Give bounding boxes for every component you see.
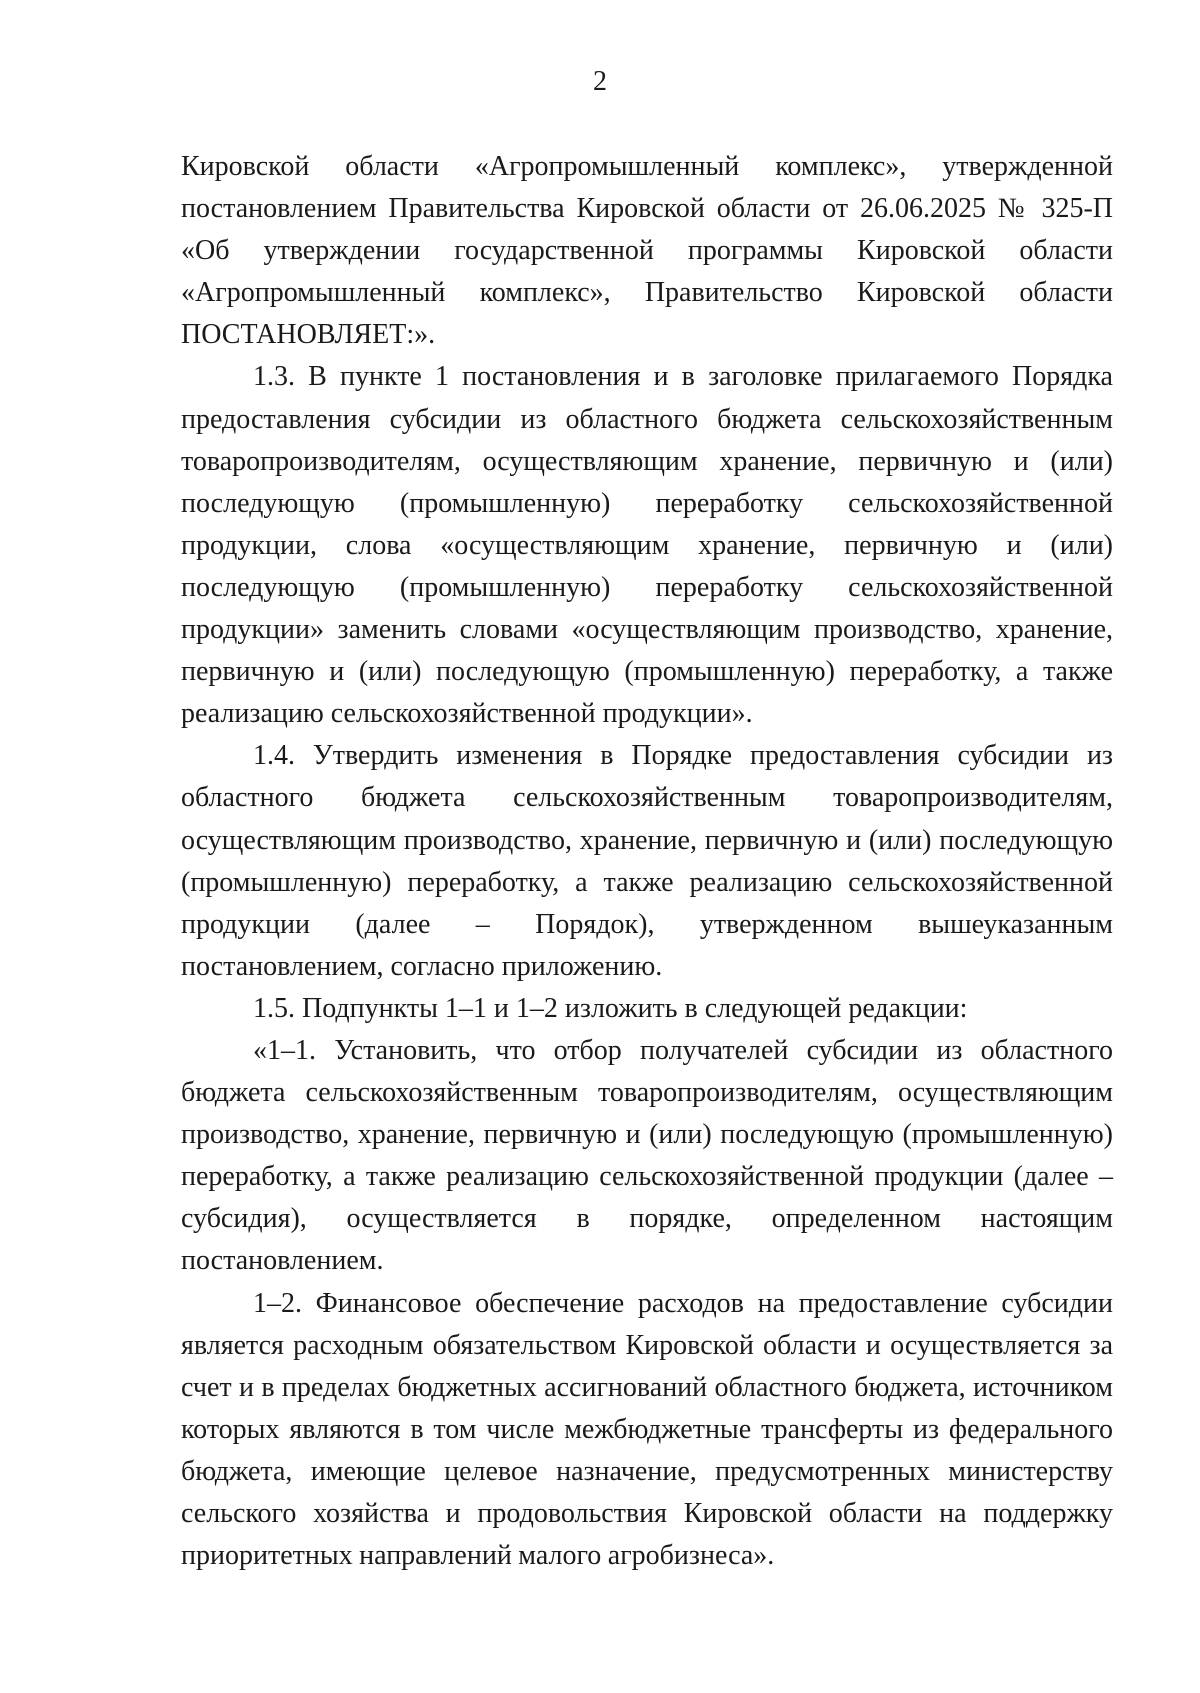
paragraph-item-1-5: 1.5. Подпункты 1–1 и 1–2 изложить в следующей редакции: <box>253 992 968 1024</box>
paragraph-subitem-1-2: 1–2. Финансовое обеспечение расходов на предоставление субсидии является расходным обязательством Кировской области и осуществляется за счет и в пределах бюджетных ассигнований областного бюджета, источником которых являются в том числе межбюджетные трансферты из федерального бюджета, имеющие целевое назначение, предусмотренных министерству сельского хозяйства и продовольствия Кировской области на поддержку приоритетных направлений малого агробизнеса». <box>181 1287 1113 1572</box>
paragraph-item-1-4: 1.4. Утвердить изменения в Порядке предоставления субсидии из областного бюджета сельскохозяйственным товаропроизводителям, осуществляющим производство, хранение, первичную и (или) последующую (промышленную) переработку, а также реализацию сельскохозяйственной продукции (далее – Порядок), утвержденном вышеуказанным постановлением, согласно приложению. <box>181 740 1113 982</box>
page-number: 2 <box>593 66 607 97</box>
paragraph-preamble-end: Кировской области «Агропромышленный комплекс», утвержденной постановлением Правительства Кировской области от 26.06.2025 № 325-П «Об утверждении государственной программы Кировской области «Агропромышленный комплекс», Правительство Кировской области ПОСТАНОВЛЯЕТ:». <box>181 151 1113 351</box>
paragraph-item-1-3: 1.3. В пункте 1 постановления и в заголовке прилагаемого Порядка предоставления субсидии из областного бюджета сельскохозяйственным товаропроизводителям, осуществляющим хранение, первичную и (или) последующую (промышленную) переработку сельскохозяйственной продукции, слова «осуществляющим хранение, первичную и (или) последующую (промышленную) переработку сельскохозяйственной продукции» заменить словами «осуществляющим производство, хранение, первичную и (или) последующую (промышленную) переработку, а также реализацию сельскохозяйственной продукции». <box>181 361 1113 730</box>
document-body <box>181 146 1113 1577</box>
paragraph-subitem-1-1: «1–1. Установить, что отбор получателей субсидии из областного бюджета сельскохозяйственным товаропроизводителям, осуществляющим производство, хранение, первичную и (или) последующую (промышленную) переработку, а также реализацию сельскохозяйственной продукции (далее – субсидия), осуществляется в порядке, определенном настоящим постановлением. <box>181 1034 1113 1277</box>
